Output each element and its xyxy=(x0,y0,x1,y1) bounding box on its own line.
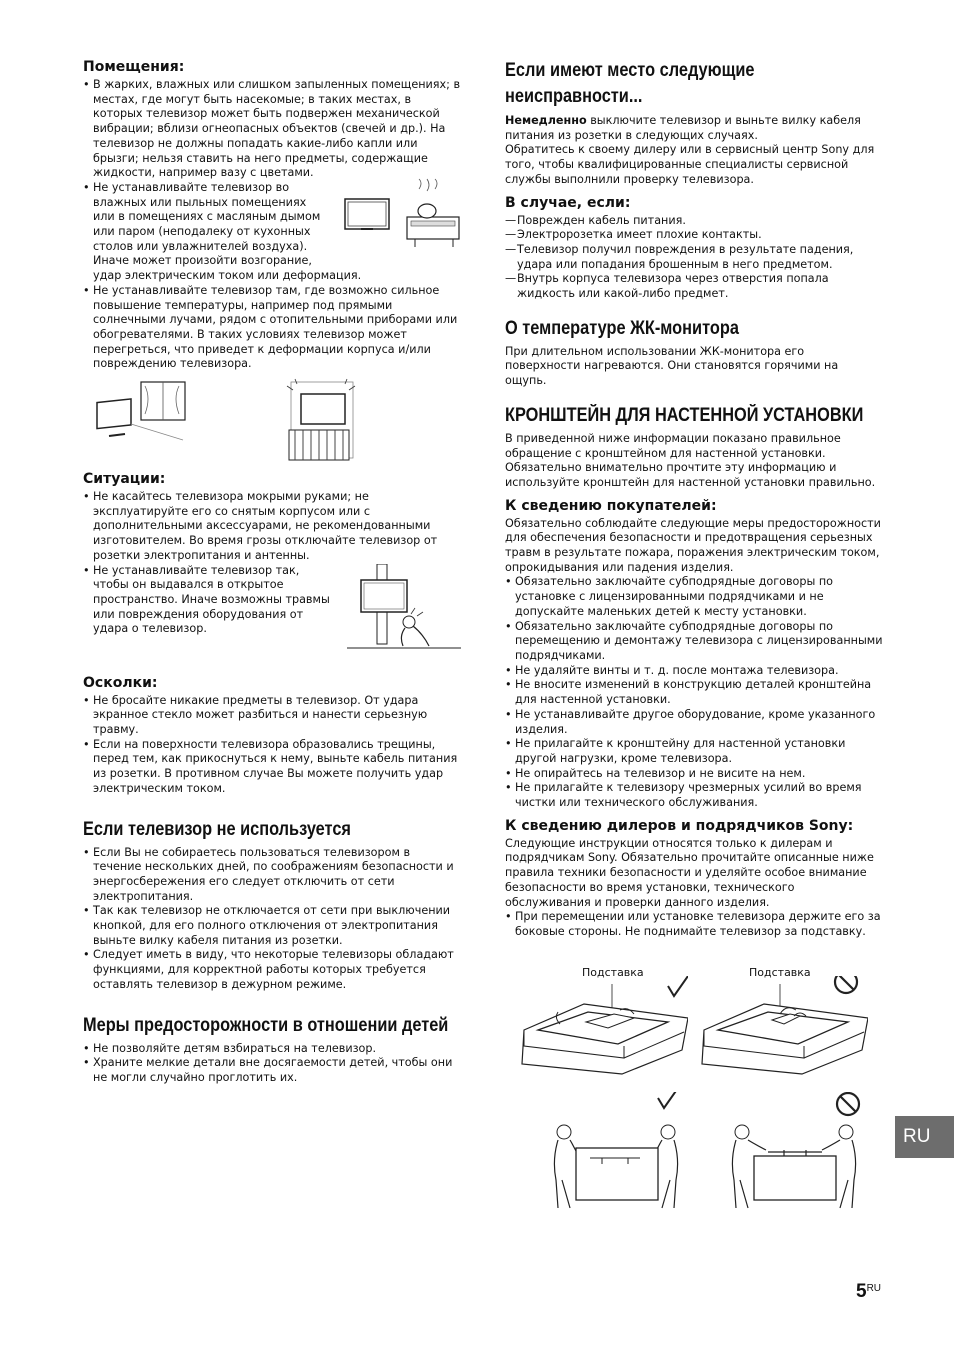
malfunction-intro-rest: выключите телевизор и выньте вилку кабеля питания из розетки в следующих случаях. xyxy=(505,114,861,142)
malfunction-list xyxy=(505,214,883,302)
page-number-value: 5 xyxy=(856,1281,867,1302)
bracket-text: В приведенной ниже информации показано правильное обращение с кронштейном для настенной установки. Обязательно внимательно прочтите эту информацию и используйте кронштейн для настенной установки правильно. xyxy=(505,431,876,489)
list-item: — Электророзетка имеет плохие контакты. xyxy=(505,228,883,243)
carrying-tv-wrong-illustration xyxy=(728,1092,868,1210)
customers-heading: К сведению покупателей: xyxy=(505,497,717,514)
tv-on-table-correct-illustration xyxy=(520,976,688,1086)
malfunction-intro-bold: Немедленно xyxy=(505,114,587,127)
rooms-heading: Помещения: xyxy=(83,59,185,75)
list-item: • Не опирайтесь на телевизор и не висите на нем. xyxy=(505,767,883,782)
situations-heading: Ситуации: xyxy=(83,471,166,488)
not-used-list xyxy=(83,846,461,993)
fragments-heading: Осколки: xyxy=(83,674,158,691)
list-item: • Не позволяйте детям взбираться на телевизор. xyxy=(83,1042,461,1057)
list-item: • Если Вы не собираетесь пользоваться телевизором в течение нескольких дней, по соображениям безопасности и энергосбережения его следует отключить от сети электропитания. xyxy=(83,846,461,905)
list-item: — Внутрь корпуса телевизора через отверстия попала жидкость или какой-либо предмет. xyxy=(505,272,883,301)
page-number-suffix: RU xyxy=(866,1283,882,1294)
list-item: • Следует иметь в виду, что некоторые телевизоры обладают функциями, для корректной работы которых требуется оставлять телевизор в дежурном режиме. xyxy=(83,948,461,992)
customers-list xyxy=(505,575,883,810)
list-item: — Поврежден кабель питания. xyxy=(505,214,883,229)
list-item: • В жарких, влажных или слишком запыленных помещениях; в местах, где могут быть насекомые; в таких местах, в которых телевизор может быть подвержен механической вибрации; вблизи огнеопасных объектов (свечей и др.). На телевизор не должны попадать какие-либо капли или брызги; нельзя ставить на него предметы, содержащие жидкости, например вазу с цветами. xyxy=(83,78,461,181)
list-item-continuation: удар электрическим током или деформация. xyxy=(93,269,362,283)
stand-label-correct: Подставка xyxy=(582,966,644,979)
list-item: • Не прилагайте к телевизору чрезмерных усилий во время чистки или технического обслуживания. xyxy=(505,781,883,810)
rooms-list xyxy=(83,78,461,181)
list-item: • При перемещении или установке телевизора держите его за боковые стороны. Не поднимайте телевизор за подставку. xyxy=(505,910,883,939)
rooms-item-with-figure xyxy=(83,181,461,284)
malfunction-heading: Если имеют место следующие неисправности... xyxy=(505,60,755,107)
carrying-tv-correct-illustration xyxy=(550,1092,690,1210)
page-number xyxy=(856,1281,881,1303)
lcd-text: При длительном использовании ЖК-монитора его поверхности нагреваются. Они становятся горячими на ощупь. xyxy=(505,344,839,388)
list-item: • Если на поверхности телевизора образовались трещины, перед тем, как прикоснуться к нему, выньте кабель питания из розетки. В противном случае Вы можете получить удар электрическим током. xyxy=(83,738,461,797)
dealers-list xyxy=(505,910,883,939)
list-item: • Обязательно заключайте субподрядные договоры по перемещению и демонтажу телевизора с лицензированными подрядчиками. xyxy=(505,620,883,664)
fragments-list xyxy=(83,694,461,797)
list-item: • Не касайтесь телевизора мокрыми руками; не эксплуатируйте его со снятым корпусом или с дополнительными аксессуарами, не рекомендованными изготовителем. Во время грозы отключайте телевизор от розетки электропитания и антенны. xyxy=(83,490,461,564)
customers-text: Обязательно соблюдайте следующие меры предосторожности для обеспечения безопасности и предотвращения серьезных травм в результате пожара, поражения электрическим током, опрокидывания или падения изделия. xyxy=(505,516,881,574)
list-item: • Не удаляйте винты и т. д. после монтажа телевизора. xyxy=(505,664,883,679)
list-item: • Не вносите изменений в конструкцию деталей кронштейна для настенной установки. xyxy=(505,678,883,707)
lcd-heading: О температуре ЖК-монитора xyxy=(505,317,739,339)
language-tab: RU xyxy=(895,1116,954,1158)
left-column xyxy=(83,58,461,1086)
list-item: • Обязательно заключайте субподрядные договоры по установке с лицензированными подрядчиками и не допускайте маленьких детей к месту установки. xyxy=(505,575,883,619)
tv-near-kitchen-illustration xyxy=(341,177,463,249)
malfunction-intro xyxy=(505,114,883,143)
children-heading: Меры предосторожности в отношении детей xyxy=(83,1014,449,1036)
children-list xyxy=(83,1042,461,1086)
not-used-heading: Если телевизор не используется xyxy=(83,818,351,840)
situations-list xyxy=(83,490,461,564)
situations-item-with-figure xyxy=(83,564,461,660)
list-item: • Не устанавливайте телевизор там, где возможно сильное повышение температуры, например под прямыми солнечными лучами, рядом с отопительными приборами или обогревателями. В таких условиях телевизор может перегреться, что приведет к деформации корпуса и/или повреждению телевизора. xyxy=(83,284,461,372)
list-item: • Храните мелкие детали вне досягаемости детей, чтобы они не могли случайно проглотить их. xyxy=(83,1056,461,1085)
list-item: • Не устанавливайте телевизор так, чтобы он выдавался в открытое пространство. Иначе возможны травмы или повреждения оборудования от удара о телевизор. xyxy=(83,564,333,638)
malfunction-intro-2: Обратитесь к своему дилеру или в сервисный центр Sony для того, чтобы квалифицированные специалисты сервисной службы выполнили проверку телевизора. xyxy=(505,143,875,186)
list-item: • Так как телевизор не отключается от сети при выключении кнопкой, для его полного отключения от электропитания выньте вилку кабеля питания из розетки. xyxy=(83,904,461,948)
list-item: • Не бросайте никакие предметы в телевизор. От удара экранное стекло может разбиться и нанести серьезную травму. xyxy=(83,694,461,738)
heat-sources-illustration xyxy=(83,378,461,464)
dealers-heading: К сведению дилеров и подрядчиков Sony: xyxy=(505,817,854,834)
list-item: • Не устанавливайте телевизор во влажных или пыльных помещениях или в помещениях с масляным дымом или паром (неподалеку от кухонных столов или увлажнителей воздуха). Иначе может произойти возгорание, xyxy=(83,181,331,269)
list-item: • Не прилагайте к кронштейну для настенной установки другой нагрузки, кроме телевизора. xyxy=(505,737,883,766)
right-column xyxy=(505,58,883,940)
child-injury-illustration xyxy=(347,564,461,656)
handling-figures xyxy=(520,962,865,1212)
bracket-heading: КРОНШТЕЙН ДЛЯ НАСТЕННОЙ УСТАНОВКИ xyxy=(505,404,864,426)
stand-label-wrong: Подставка xyxy=(749,966,811,979)
tv-on-table-wrong-illustration xyxy=(700,976,868,1086)
dealers-text: Следующие инструкции относятся только к дилерам и подрядчикам Sony. Обязательно прочитайте описанные ниже правила техники безопасности и уделяйте особое внимание безопасности во время установки, технического обслуживания и проверки данного изделия. xyxy=(505,836,874,909)
list-item: — Телевизор получил повреждения в результате падения, удара или попадания брошенным в него предметом. xyxy=(505,243,883,272)
list-item: • Не устанавливайте другое оборудование, кроме указанного изделия. xyxy=(505,708,883,737)
malfunction-subheading: В случае, если: xyxy=(505,194,631,211)
